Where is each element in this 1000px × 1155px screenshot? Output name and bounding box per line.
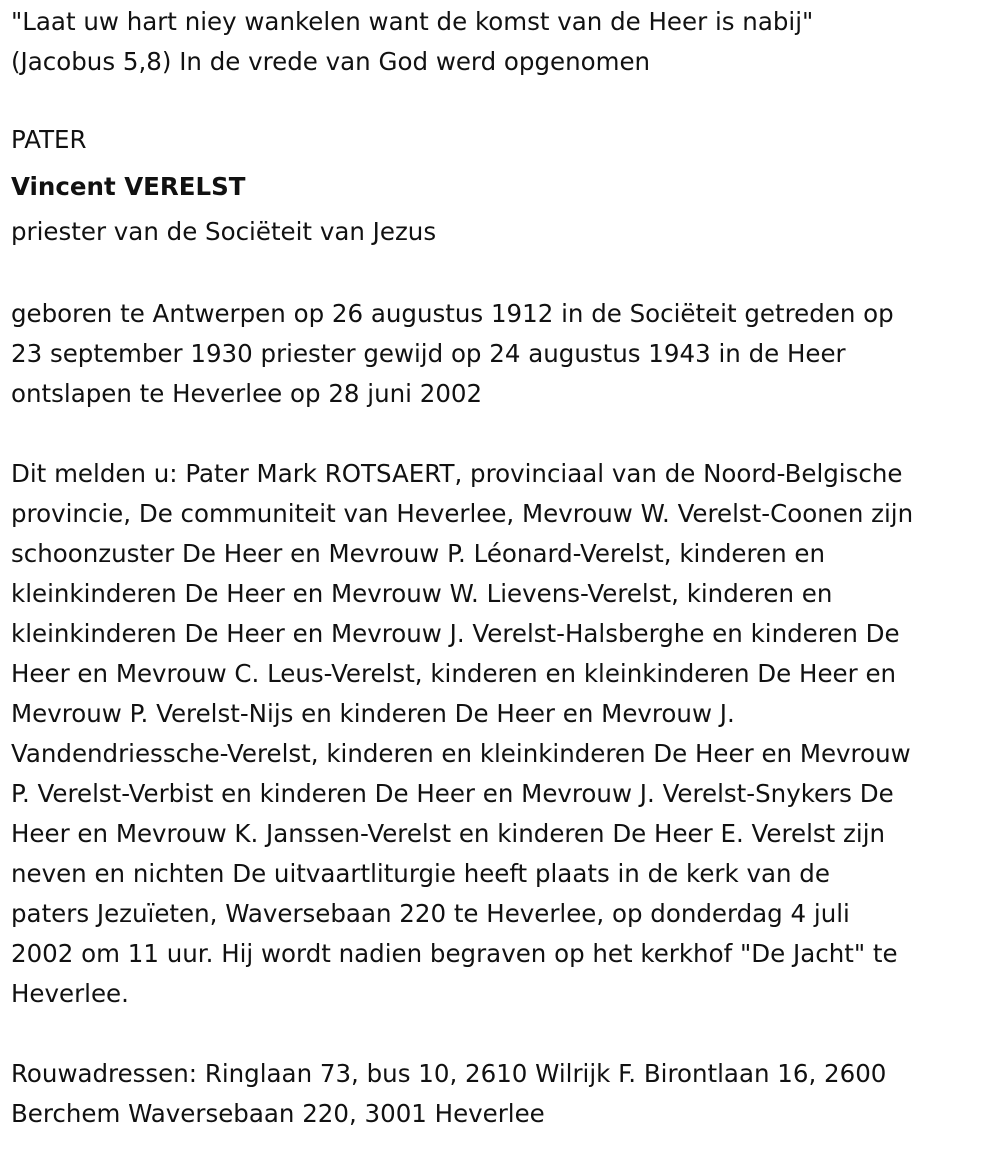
announcement-line: 2002 om 11 uur. Hij wordt nadien begraven op het kerkhof "De Jacht" te bbox=[11, 939, 898, 968]
announcement-line: Vandendriessche-Verelst, kinderen en kleinkinderen De Heer en Mevrouw bbox=[11, 739, 911, 768]
announcement-line: neven en nichten De uitvaartliturgie heeft plaats in de kerk van de bbox=[11, 859, 830, 888]
announcement-line: kleinkinderen De Heer en Mevrouw W. Lievens-Verelst, kinderen en bbox=[11, 579, 833, 608]
addresses-line-2: Berchem Waversebaan 220, 3001 Heverlee bbox=[11, 1099, 545, 1128]
person-block bbox=[11, 122, 996, 248]
announcement-line: Mevrouw P. Verelst-Nijs en kinderen De Heer en Mevrouw J. bbox=[11, 699, 735, 728]
announcement-line: paters Jezuïeten, Waversebaan 220 te Heverlee, op donderdag 4 juli bbox=[11, 899, 850, 928]
person-role: priester van de Sociëteit van Jezus bbox=[11, 217, 437, 246]
announcement-block bbox=[11, 454, 996, 1014]
dates-line-3: ontslapen te Heverlee op 28 juni 2002 bbox=[11, 379, 483, 408]
person-title: PATER bbox=[11, 125, 87, 154]
announcement-line: Heer en Mevrouw K. Janssen-Verelst en kinderen De Heer E. Verelst zijn bbox=[11, 819, 886, 848]
quote-line-1: "Laat uw hart niey wankelen want de komst van de Heer is nabij" bbox=[11, 7, 814, 36]
announcement-line: Heverlee. bbox=[11, 979, 129, 1008]
quote-block bbox=[11, 2, 996, 82]
announcement-line: provincie, De communiteit van Heverlee, Mevrouw W. Verelst-Coonen zijn bbox=[11, 499, 914, 528]
dates-line-2: 23 september 1930 priester gewijd op 24 augustus 1943 in de Heer bbox=[11, 339, 846, 368]
announcement-line: Heer en Mevrouw C. Leus-Verelst, kinderen en kleinkinderen De Heer en bbox=[11, 659, 897, 688]
addresses-block bbox=[11, 1054, 996, 1134]
addresses-line-1: Rouwadressen: Ringlaan 73, bus 10, 2610 Wilrijk F. Birontlaan 16, 2600 bbox=[11, 1059, 887, 1088]
announcement-line: kleinkinderen De Heer en Mevrouw J. Verelst-Halsberghe en kinderen De bbox=[11, 619, 900, 648]
announcement-line: Dit melden u: Pater Mark ROTSAERT, provinciaal van de Noord-Belgische bbox=[11, 459, 903, 488]
dates-block bbox=[11, 294, 996, 414]
announcement-line: schoonzuster De Heer en Mevrouw P. Léonard-Verelst, kinderen en bbox=[11, 539, 826, 568]
dates-line-1: geboren te Antwerpen op 26 augustus 1912 in de Sociëteit getreden op bbox=[11, 299, 894, 328]
quote-line-2: (Jacobus 5,8) In de vrede van God werd opgenomen bbox=[11, 47, 651, 76]
obituary-document bbox=[11, 2, 996, 1134]
person-name: Vincent VERELST bbox=[11, 172, 246, 201]
announcement-line: P. Verelst-Verbist en kinderen De Heer en Mevrouw J. Verelst-Snykers De bbox=[11, 779, 894, 808]
